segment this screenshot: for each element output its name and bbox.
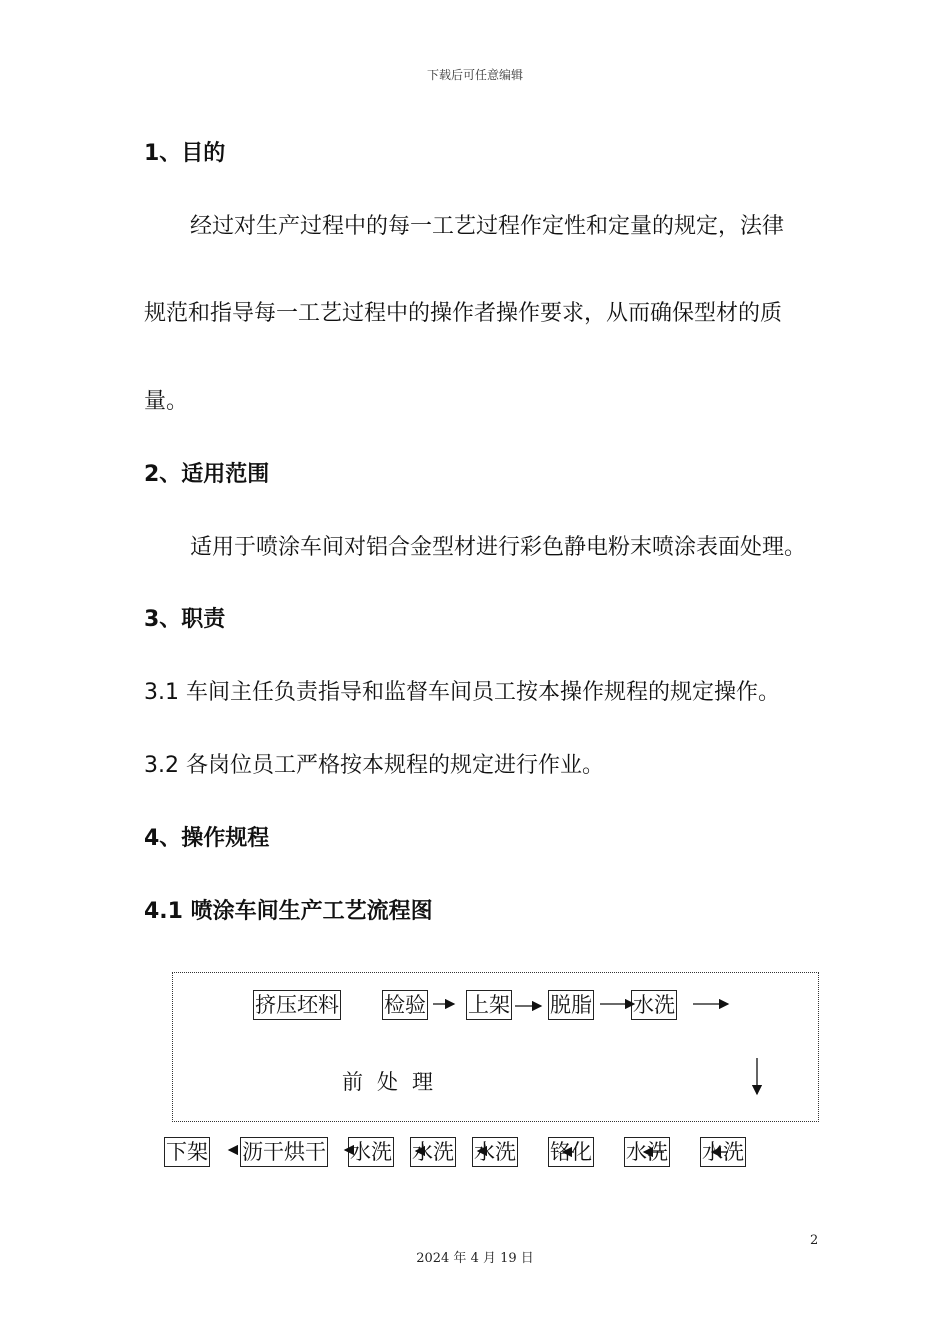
- page-number: 2: [810, 1233, 819, 1248]
- pretreatment-label: 前处理: [342, 1070, 447, 1094]
- section-2-paragraph: 适用于喷涂车间对铝合金型材进行彩色静电粉末喷涂表面处理。: [190, 535, 807, 560]
- flow-box-water-wash-1: 水洗: [631, 990, 677, 1020]
- section-3-1-text: 3.1 车间主任负责指导和监督车间员工按本操作规程的规定操作。: [144, 680, 780, 705]
- section-3-2-text: 3.2 各岗位员工严格按本规程的规定进行作业。: [144, 753, 604, 778]
- flow-box-water-wash-row2-c: 水洗: [472, 1137, 518, 1167]
- page-header: 下载后可任意编辑: [426, 68, 523, 82]
- flow-box-water-wash-row2-a: 水洗: [348, 1137, 394, 1167]
- section-1-paragraph-line-3: 量。: [144, 389, 189, 414]
- section-4-title: 4、操作规程: [144, 826, 270, 851]
- flow-box-racking: 上架: [466, 990, 512, 1020]
- flow-box-water-wash-row2-b: 水洗: [410, 1137, 456, 1167]
- section-4-1-title: 4.1 喷涂车间生产工艺流程图: [144, 899, 433, 924]
- flow-box-water-wash-row2-e: 水洗: [700, 1137, 746, 1167]
- flow-box-water-wash-row2-d: 水洗: [624, 1137, 670, 1167]
- section-1-paragraph-line-1: 经过对生产过程中的每一工艺过程作定性和定量的规定，法律: [190, 214, 785, 239]
- section-1-paragraph-line-2: 规范和指导每一工艺过程中的操作者操作要求，从而确保型材的质: [144, 301, 783, 326]
- flow-box-inspection: 检验: [382, 990, 428, 1020]
- flow-box-drain-dry: 沥干烘干: [240, 1137, 328, 1167]
- section-1-title: 1、目的: [144, 141, 226, 166]
- flow-box-extrusion-billet: 挤压坯料: [253, 990, 341, 1020]
- section-3-title: 3、职责: [144, 607, 226, 632]
- flow-box-degreasing: 脱脂: [548, 990, 594, 1020]
- flow-box-chromating: 铬化: [548, 1137, 594, 1167]
- section-2-title: 2、适用范围: [144, 462, 270, 487]
- footer-date: 2024 年 4 月 19 日: [416, 1251, 534, 1266]
- flow-box-unracking: 下架: [164, 1137, 210, 1167]
